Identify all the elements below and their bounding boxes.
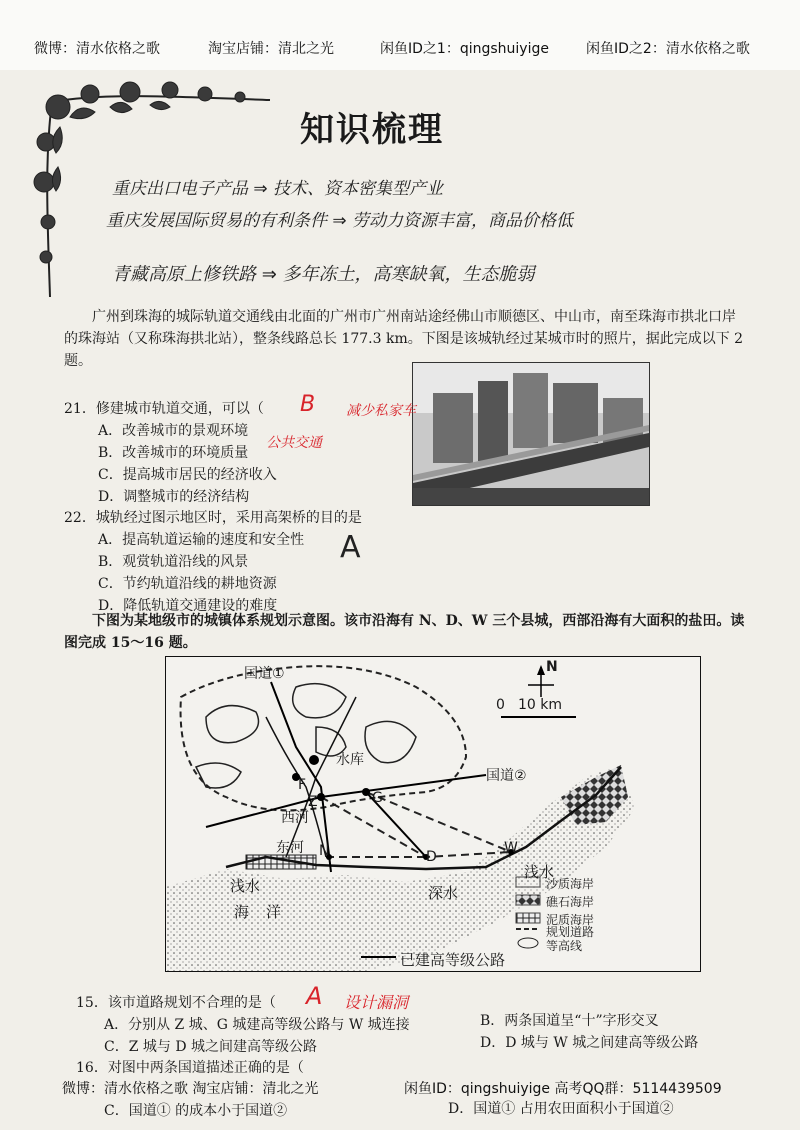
map-graphic: [166, 657, 700, 971]
map-scale-label: 10 km: [518, 697, 563, 713]
map-guodao-2: 国道②: [486, 768, 527, 784]
q22-option-c: C．节约轨道沿线的耕地资源: [98, 576, 277, 592]
q16-option-c: C．国道① 的成本小于国道②: [104, 1103, 288, 1119]
q16-option-d: D．国道① 占用农田面积小于国道②: [448, 1101, 674, 1117]
map-guodao-1: 国道①: [244, 666, 285, 682]
q22-option-d: D．降低轨道交通建设的难度: [98, 598, 278, 614]
handwritten-note-1: 重庆出口电子产品 ⇒ 技术、资本密集型产业: [112, 179, 444, 199]
q15-note: 设计漏洞: [344, 993, 409, 1012]
q21-answer: B: [300, 392, 316, 417]
q22-answer: A: [340, 530, 361, 565]
map-town-n: N: [319, 843, 330, 859]
header-weibo: 微博：清水依格之歌: [34, 41, 160, 57]
map-town-z: Z: [308, 794, 318, 810]
passage-1: 广州到珠海的城际轨道交通线由北面的广州市广州南站途经佛山市顺德区、中山市，南至珠海市拱北口岸的珠海站（又称珠海拱北站），整条线路总长 177.3 km。下图是该城轨经过某城市时的照片，据此完成以下 2 题。: [64, 309, 744, 369]
handwritten-note-3: 青藏高原上修铁路 ⇒ 多年冻土，高寒缺氧，生态脆弱: [112, 264, 535, 285]
q21-option-a: A．改善城市的景观环境: [98, 423, 249, 439]
q22-option-b: B．观赏轨道沿线的风景: [98, 554, 249, 570]
map-town-d: D: [426, 849, 437, 865]
map-donghe: 东河: [276, 840, 304, 856]
map-shenshui: 深水: [428, 884, 459, 902]
legend-planned-road: 规划道路: [546, 925, 595, 939]
q16-stem: 16．对图中两条国道描述正确的是（: [76, 1060, 304, 1076]
handwritten-note-2: 重庆发展国际贸易的有利条件 ⇒ 劳动力资源丰富，商品价格低: [106, 211, 574, 231]
q15-stem: 15．该市道路规划不合理的是（: [76, 995, 276, 1011]
map-town-w: W: [504, 840, 518, 856]
q21-note-1: 减少私家车: [346, 403, 416, 419]
photo-graphic: [413, 363, 649, 505]
q15-option-a: A．分别从 Z 城、G 城建高等级公路与 W 城连接: [104, 1017, 410, 1033]
footer-right: 闲鱼ID：qingshuiyige 高考QQ群：5114439509: [404, 1081, 722, 1097]
map-xihe: 西河: [281, 810, 309, 826]
map-haiyang-2: 洋: [266, 903, 282, 921]
city-railway-photo: [412, 362, 650, 506]
map-town-g: G: [372, 790, 383, 806]
q22-option-a: A．提高轨道运输的速度和安全性: [98, 532, 305, 548]
map-scale-zero: 0: [496, 697, 505, 713]
q15-option-c: C．Z 城与 D 城之间建高等级公路: [104, 1039, 318, 1055]
map-qianshui-east: 浅水: [524, 863, 555, 881]
footer-left: 微博：清水依格之歌 淘宝店铺：清北之光: [62, 1081, 319, 1097]
page-title: 知识梳理: [300, 110, 444, 150]
legend-contour: 等高线: [546, 939, 583, 953]
q21-option-d: D．调整城市的经济结构: [98, 489, 250, 505]
q21-note-2: 公共交通: [266, 435, 322, 451]
q21-option-b: B．改善城市的环境质量: [98, 445, 249, 461]
map-north-label: N: [546, 659, 558, 675]
map-qianshui-west: 浅水: [230, 877, 261, 895]
q15-option-b: B．两条国道呈“十”字形交叉: [480, 1013, 659, 1029]
passage-2: 下图为某地级市的城镇体系规划示意图。该市沿海有 N、D、W 三个县城，西部沿海有大面积的盐田。读图完成 15～16 题。: [64, 613, 745, 651]
q21-stem: 21．修建城市轨道交通，可以（: [64, 401, 264, 417]
map-haiyang-1: 海: [234, 903, 250, 921]
legend-sand-coast: 沙质海岸: [546, 877, 595, 891]
footer-bar: [0, 1078, 800, 1096]
legend-built-road: 已建高等级公路: [400, 951, 506, 969]
header-taobao: 淘宝店铺：清北之光: [208, 41, 334, 57]
legend-rock-coast: 礁石海岸: [546, 895, 595, 909]
town-system-map: [165, 656, 701, 972]
header-xianyu2: 闲鱼ID之2：清水依格之歌: [586, 41, 750, 57]
map-shuiku: 水库: [336, 752, 364, 768]
map-town-f: F: [298, 777, 307, 793]
legend-mud-coast: 泥质海岸: [546, 913, 595, 927]
header-xianyu1: 闲鱼ID之1：qingshuiyige: [380, 41, 549, 57]
q15-answer-mark: A: [306, 982, 323, 1010]
q21-option-c: C．提高城市居民的经济收入: [98, 467, 277, 483]
q15-option-d: D．D 城与 W 城之间建高等级公路: [480, 1035, 699, 1051]
q22-stem: 22．城轨经过图示地区时，采用高架桥的目的是: [64, 510, 362, 526]
header-bar: [0, 0, 800, 70]
